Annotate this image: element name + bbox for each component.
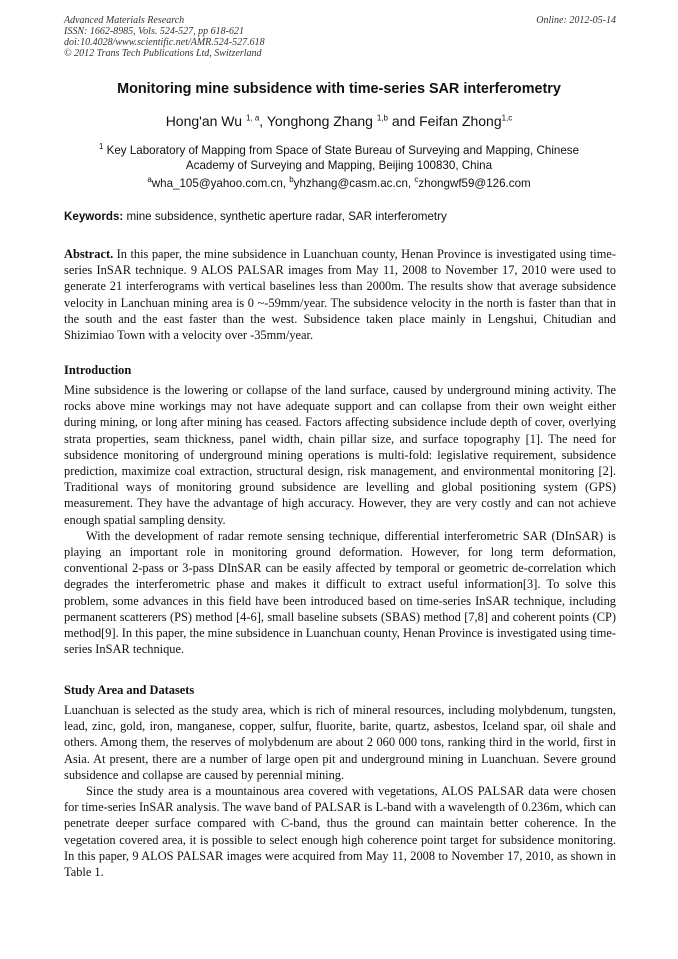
affiliation <box>96 139 582 173</box>
copyright-line: © 2012 Trans Tech Publications Ltd, Switzerland <box>64 48 262 59</box>
abstract-label: Abstract. <box>64 247 114 261</box>
affiliation-mark: 1 <box>98 142 104 151</box>
affiliation-text: Key Laboratory of Mapping from Space of State Bureau of Surveying and Mapping, Chinese Academy of Surveying and Mapping, Beijing 100830, China <box>103 143 580 172</box>
paragraph: With the development of radar remote sensing technique, differential interferometric SAR (DInSAR) is playing an important role in monitoring ground deformation. However, for long term deformation, conventional 2-pass or 3-pass DInSAR can be easily affected by temporal or geometric de-correlation which degrades the interferometric phase and makes it difficult to extract useful information[3]. To solve this problem, some advances in this field have been introduced based on time-series InSAR technique, including permanent scatterers (PS) method [4-6], small baseline subsets (SBAS) method [7,8] and coherent points (CP) method[9]. In this paper, the mine subsidence in Luanchuan county, Henan Province is investigated using time-series InSAR technique. <box>64 528 617 657</box>
doi-line: doi:10.4028/www.scientific.net/AMR.524-527.618 <box>64 37 265 48</box>
study-area-body <box>64 702 616 880</box>
author-list <box>0 113 678 129</box>
paper-title: Monitoring mine subsidence with time-series SAR interferometry <box>117 81 561 97</box>
issn-line: ISSN: 1662-8985, Vols. 524-527, pp 618-621 <box>64 26 244 37</box>
paragraph: Luanchuan is selected as the study area, which is rich of mineral resources, including molybdenum, tungsten, lead, zinc, gold, iron, manganese, copper, sulfur, fluorite, barite, quartz, asbestos, Iceland spar, oil shale and others. Among them, the reserves of molybdenum are about 2 060 000 tons, ranking third in the world, first in Asia. At present, there are a number of large open pit and underground mining in Luanchuan. Severe ground subsidence and collapse are caused by perennial mining. <box>64 703 616 782</box>
author-affil-mark: 1,c <box>501 113 513 123</box>
email-address: zhongwf59@126.com <box>418 176 531 190</box>
journal-header <box>64 15 616 59</box>
author-name: Feifan Zhong <box>419 113 502 129</box>
online-date: Online: 2012-05-14 <box>536 15 616 26</box>
journal-name: Advanced Materials Research <box>64 15 185 26</box>
author-separator: and <box>387 113 420 129</box>
section-heading-introduction: Introduction <box>64 363 132 377</box>
author-emails <box>0 175 678 190</box>
email-mark: a <box>147 175 152 184</box>
email-address: yhzhang@casm.ac.cn, <box>293 176 415 190</box>
keywords-text: mine subsidence, synthetic aperture radar, SAR interferometry <box>123 210 447 223</box>
paragraph: Mine subsidence is the lowering or collapse of the land surface, caused by underground mining activity. The rocks above mine workings may not have adequate support and can collapse from their own weight either during mining, or long after mining has ceased. Factors affecting subsidence include depth of cover, overlying strata properties, seam thickness, panel width, chain pillar size, and surface topography [1]. The need for subsidence monitoring of underground mining operations is multi-fold: legislative requirement, subsidence prediction, maximize coal extraction, structural design, risk management, and environmental monitoring [2]. Traditional ways of monitoring ground subsidence are levelling and global positioning system (GPS) measurement. They have the advantage of high accuracy. However, they are very costly and can not achieve enough spatial sampling density. <box>64 383 616 527</box>
keywords-label: Keywords: <box>64 210 124 223</box>
email-mark: b <box>289 175 294 184</box>
abstract-text: In this paper, the mine subsidence in Luanchuan county, Henan Province is investigated using time-series InSAR technique. 9 ALOS PALSAR images from May 11, 2008 to November 17, 2010 were used to generate 21 interferograms with vertical baselines less than 2000m. The results show that average subsidence velocity in Lanchuan mining area is 0 ~-59mm/year. The subsidence velocity in the north is faster than that in the south and the east faster than the west. Subsidence taken place mainly in Lengshui, Chitudian and Shizimiao Town with a velocity over -35mm/year. <box>64 247 616 343</box>
email-mark: c <box>414 175 419 184</box>
author-affil-mark: 1, a <box>245 113 260 123</box>
paragraph: Since the study area is a mountainous area covered with vegetations, ALOS PALSAR data were chosen for time-series InSAR analysis. The wave band of PALSAR is L-band with a wavelength of 0.236m, which can penetrate deeper surface compared with C-band, thus the ground can maintain better coherence. In the vegetation covered area, it is possible to select enough high coherence point target for subsidence monitoring. In this paper, 9 ALOS PALSAR images were acquired from May 11, 2008 to November 17, 2010, as shown in Table 1. <box>64 784 616 880</box>
author-affil-mark: 1,b <box>376 113 388 123</box>
introduction-body <box>64 382 616 657</box>
keywords <box>64 210 616 223</box>
abstract <box>64 246 616 343</box>
author-name: Yonghong Zhang <box>266 113 373 129</box>
section-heading-study-area: Study Area and Datasets <box>64 683 195 697</box>
email-address: wha_105@yahoo.com.cn, <box>151 176 290 190</box>
author-name: Hong'an Wu <box>165 113 243 129</box>
author-separator: , <box>259 113 267 129</box>
